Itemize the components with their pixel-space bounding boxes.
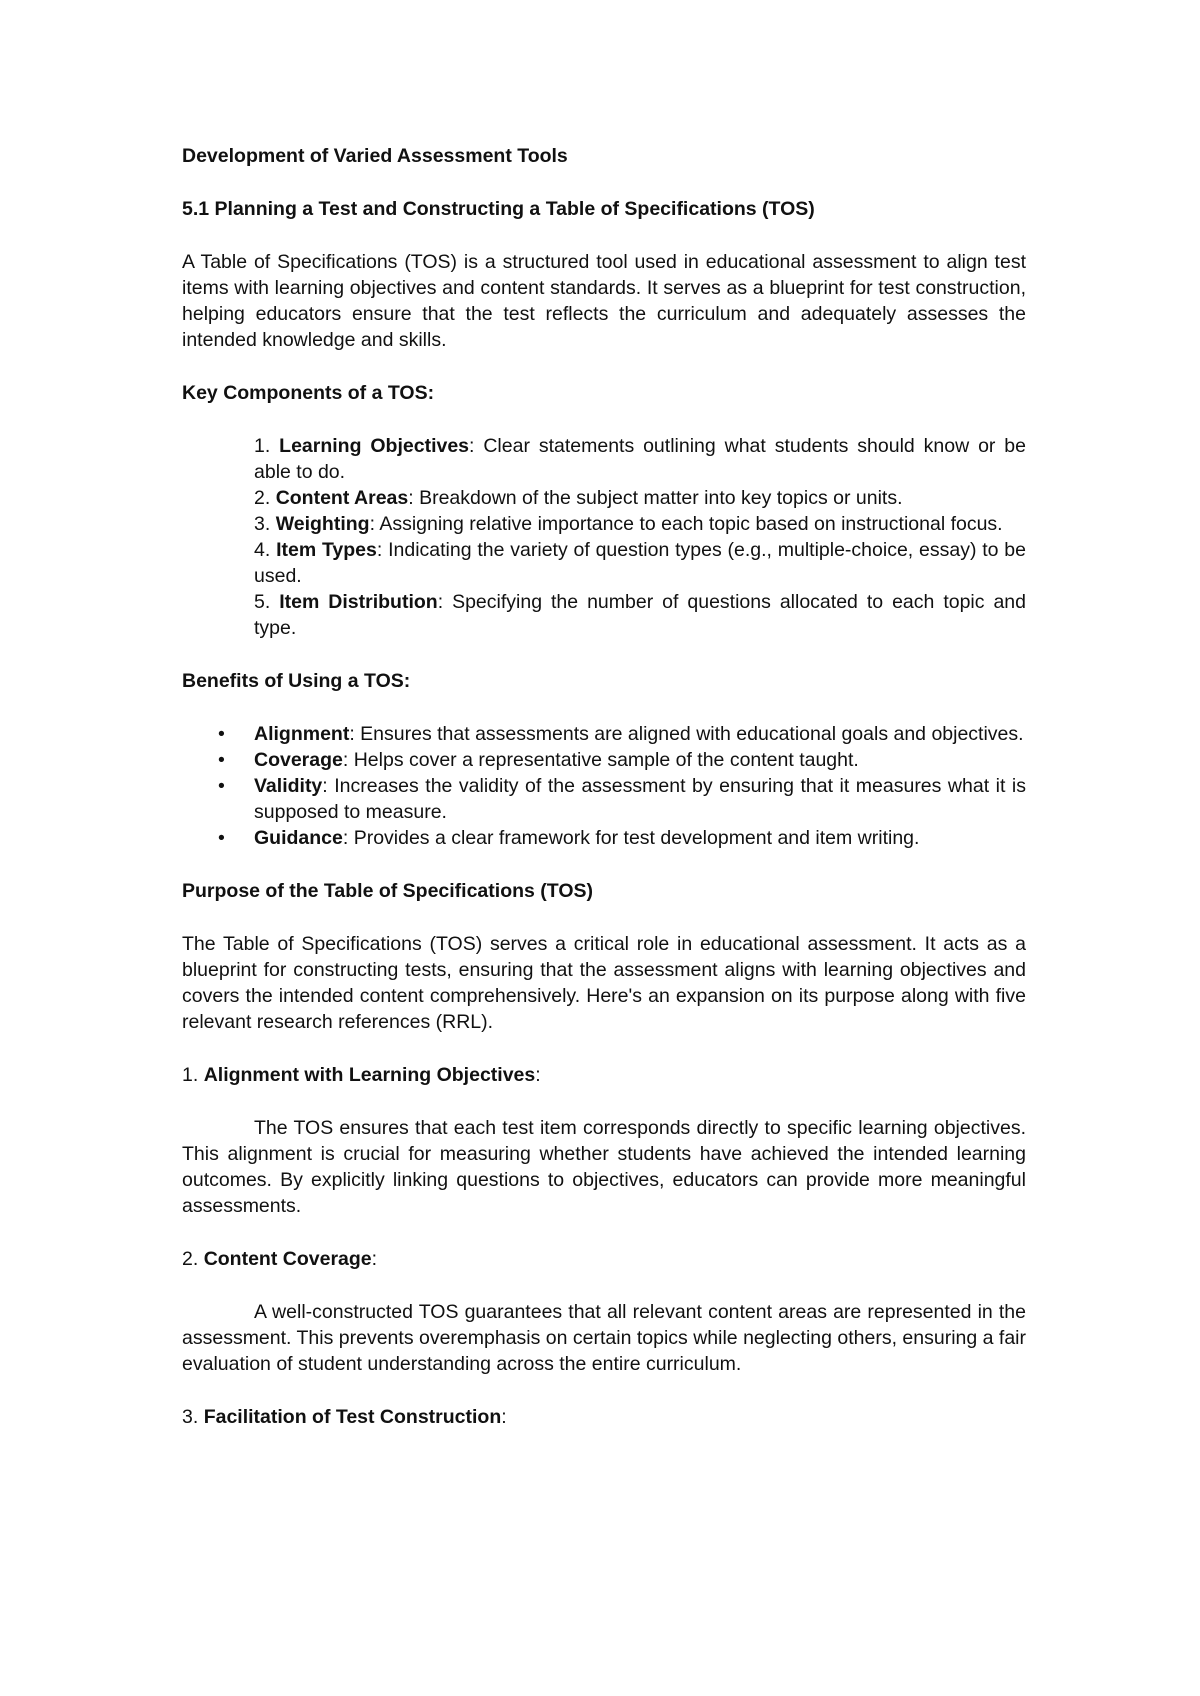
item-description: : Clear statements outlining what students should know or be able to do. [254,435,1026,483]
purpose-term: Content Coverage [203,1248,372,1270]
item-description: : Specifying the number of questions allocated to each topic and type. [254,591,1027,639]
list-item [254,485,1026,511]
purpose-paragraph: The TOS ensures that each test item corresponds directly to specific learning objectives. This alignment is crucial for measuring whether students have achieved the intended learning outcomes. By explicitly linking questions to objectives, educators can provide more meaningful assessments. [182,1117,1026,1217]
bullet-icon: • [218,827,225,849]
list-item [218,721,1026,747]
item-description: : Provides a clear framework for test development and item writing. [342,827,920,849]
purpose-colon: : [371,1248,378,1270]
purpose-number: 2. [182,1248,204,1270]
section-title: 5.1 Planning a Test and Constructing a Table of Specifications (TOS) [182,198,815,220]
bullet-icon: • [218,749,225,771]
purpose-number: 3. [182,1406,204,1428]
item-term: Validity [254,775,323,797]
intro-paragraph: A Table of Specifications (TOS) is a structured tool used in educational assessment to align test items with learning objectives and content standards. It serves as a blueprint for test construction, helping educators ensure that the test reflects the curriculum and adequately assesses the intended knowledge and skills. [182,251,1026,351]
bullet-icon: • [218,723,225,745]
item-number: 2. [254,487,276,509]
item-term: Alignment [254,723,350,745]
benefits-list [218,721,1026,851]
item-term: Content Areas [275,487,409,509]
purpose-subheading [182,1062,1026,1088]
item-term: Guidance [254,827,343,849]
list-item [218,825,1026,851]
item-number: 5. [254,591,280,613]
item-description: : Breakdown of the subject matter into key topics or units. [408,487,903,509]
components-heading: Key Components of a TOS: [182,382,435,404]
list-item [218,747,1026,773]
item-number: 3. [254,513,276,535]
item-description: : Helps cover a representative sample of the content taught. [342,749,859,771]
item-description: : Assigning relative importance to each topic based on instructional focus. [369,513,1003,535]
list-item [254,589,1026,641]
purpose-colon: : [535,1064,541,1086]
purpose-paragraph: A well-constructed TOS guarantees that all relevant content areas are represented in the assessment. This prevents overemphasis on certain topics while neglecting others, ensuring a fair evaluation of student understanding across the entire curriculum. [182,1301,1026,1375]
item-term: Weighting [275,513,370,535]
components-list [254,433,1026,641]
purpose-subheading [182,1404,1026,1430]
document-page [182,143,1026,1457]
item-term: Coverage [254,749,343,771]
bullet-icon: • [218,775,225,797]
purpose-number: 1. [182,1064,204,1086]
item-term: Item Types [276,539,377,561]
list-item [254,433,1026,485]
item-number: 4. [254,539,277,561]
item-term: Learning Objectives [279,435,470,457]
item-description: : Increases the validity of the assessment by ensuring that it measures what it is supposed to measure. [254,775,1026,823]
benefits-heading: Benefits of Using a TOS: [182,670,411,692]
item-number: 1. [254,435,280,457]
list-item [218,773,1026,825]
main-title: Development of Varied Assessment Tools [182,145,568,167]
purpose-heading: Purpose of the Table of Specifications (TOS) [182,880,593,902]
list-item [254,537,1026,589]
purpose-subheading [182,1246,1026,1272]
purpose-term: Alignment with Learning Objectives [203,1064,536,1086]
item-description: : Indicating the variety of question types (e.g., multiple-choice, essay) to be used. [254,539,1026,587]
item-term: Item Distribution [279,591,438,613]
list-item [254,511,1026,537]
purpose-intro-paragraph: The Table of Specifications (TOS) serves a critical role in educational assessment. It acts as a blueprint for constructing tests, ensuring that the assessment aligns with learning objectives and covers the intended content comprehensively. Here's an expansion on its purpose along with five relevant research references (RRL). [182,933,1026,1033]
purpose-colon: : [501,1406,507,1428]
purpose-term: Facilitation of Test Construction [203,1406,502,1428]
item-description: : Ensures that assessments are aligned with educational goals and objectives. [349,723,1024,745]
